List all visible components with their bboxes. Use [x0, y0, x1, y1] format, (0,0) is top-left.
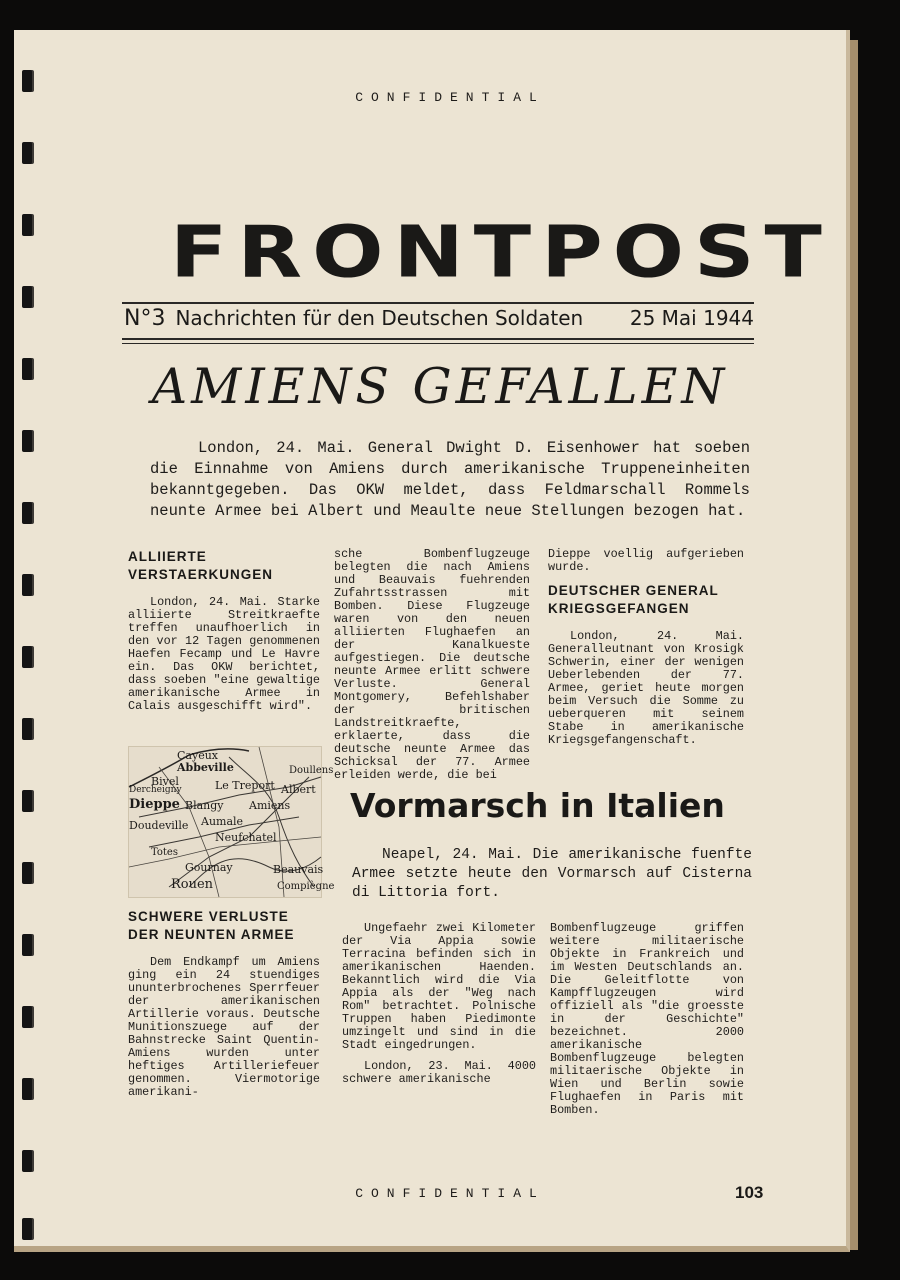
map-label: Dieppe — [129, 797, 180, 812]
binding-ring — [22, 70, 32, 92]
map-label: Abbeville — [177, 761, 234, 774]
map-label: Le Treport — [215, 779, 275, 792]
article-paragraph: London, 24. Mai. Generalleutnant von Krosigk Schwerin, einer der wenigen Ueberlebenden der 77. Armee, geriet heute morgen beim Versuch die Somme zu ueberqueren mit seinem Stabe in amerikanische Kriegsgefangenschaft. — [548, 629, 744, 747]
map-label: Totes — [151, 847, 178, 858]
binding-ring — [22, 862, 32, 884]
binding-ring — [22, 502, 32, 524]
map-label: Doudeville — [129, 819, 189, 832]
masthead-rule-top — [122, 302, 754, 304]
map-label: Cayeux — [177, 749, 218, 762]
masthead-title: FRONTPOST — [170, 210, 832, 294]
masthead-rule-bottom — [122, 338, 754, 340]
masthead-rule-double — [122, 343, 754, 344]
confidential-footer: CONFIDENTIAL — [355, 1186, 545, 1201]
article-paragraph: sche Bombenflugzeuge belegten die nach Amiens und Beauvais fuehrenden Zufahrtsstrassen mit Bomben. Diese Flugzeuge waren von den neuen alliierten Flughaefen an der Kanalkueste aufgestiegen. Die deutsche neunte Armee erlitt schwere Verluste. General Montgomery, Befehlshaber der britischen Landstreitkraefte, erklaerte, dass die deutsche neunte Armee das Schicksal der 77. Armee erleiden werde, die bei — [334, 547, 530, 782]
map-label: Amiens — [249, 799, 291, 812]
section-heading: DEUTSCHER GENERAL KRIEGSGEFANGEN — [548, 583, 719, 616]
column-3 — [548, 548, 744, 755]
map-label: Beauvais — [273, 863, 324, 876]
section-heading: SCHWERE VERLUSTE DER NEUNTEN ARMEE — [128, 909, 295, 942]
article-paragraph: London, 24. Mai. Starke alliierte Streitkraefte treffen unaufhoerlich in den vor 12 Tagen genommenen Haefen Fecamp und Le Havre ein. Das OKW berichtet, dass soeben "eine gewaltige amerikanische Armee in Calais ausgeschifft wird". — [128, 595, 320, 713]
italy-column-1 — [342, 922, 536, 1094]
column-1-top — [128, 540, 320, 721]
italy-lead: Neapel, 24. Mai. Die amerikanische fuenfte Armee setzte heute den Vormarsch auf Cisterna di Littoria fort. — [352, 847, 752, 901]
italy-headline: Vormarsch in Italien — [350, 786, 725, 825]
map-label: Gournay — [185, 861, 233, 874]
column-2 — [334, 548, 530, 790]
italy-column-2 — [550, 922, 744, 1125]
binding-ring — [22, 358, 32, 380]
binding-ring — [22, 718, 32, 740]
article-paragraph: London, 23. Mai. 4000 schwere amerikanische — [342, 1059, 536, 1086]
binding-ring — [22, 1218, 32, 1240]
column-1-bottom — [128, 900, 320, 1107]
article-paragraph: Bombenflugzeuge griffen weitere militaerische Objekte in Frankreich und im Westen Deutschlands an. Die Geleitflotte von Kampfflugzeugen wird offiziell als "die groesste in der Geschichte" bezeichnet. 2000 amerikanische Bombenflugzeuge belegten militaerische Objekte in Wien und Berlin sowie Flughaefen in Paris mit Bomben. — [550, 921, 744, 1117]
binding-ring — [22, 142, 32, 164]
confidential-header: CONFIDENTIAL — [355, 90, 545, 105]
article-paragraph: Dem Endkampf um Amiens ging ein 24 stuendiges ununterbrochenes Sperrfeuer der amerikanischen Artillerie voraus. Deutsche Munitionszuege auf der Bahnstrecke Saint Quentin- Amiens wurden unter heftiges Artilleriefeuer genommen. Viermotorige amerikani- — [128, 955, 320, 1099]
masthead-subheader — [124, 306, 754, 331]
page-number: 103 — [735, 1183, 764, 1202]
masthead-tagline: Nachrichten für den Deutschen Soldaten — [175, 306, 584, 330]
article-paragraph: Dieppe voellig aufgerieben wurde. — [548, 547, 744, 574]
issue-number: N°3 — [124, 306, 166, 331]
map-label: Compiègne — [277, 881, 335, 892]
map-image — [128, 746, 335, 898]
issue-date: 25 Mai 1944 — [629, 306, 754, 330]
binding-ring — [22, 286, 32, 308]
binding-ring — [22, 790, 32, 812]
binding-ring — [22, 574, 32, 596]
map-label: Neufchatel — [215, 831, 277, 844]
map-label: Doullens — [289, 765, 334, 776]
lead-paragraph: London, 24. Mai. General Dwight D. Eisenhower hat soeben die Einnahme von Amiens durch amerikanische Truppeneinheiten bekanntgegeben. Das OKW meldet, dass Feldmarschall Rommels neunte Armee bei Albert und Meaulte neue Stellungen bezogen hat. — [150, 439, 750, 520]
binding-ring — [22, 646, 32, 668]
main-headline: AMIENS GEFALLEN — [151, 358, 729, 415]
section-heading: ALLIIERTE VERSTAERKUNGEN — [128, 549, 274, 582]
map-label: Aumale — [201, 815, 244, 828]
map-label: Dercheigny — [129, 785, 182, 795]
article-paragraph: Ungefaehr zwei Kilometer der Via Appia sowie Terracina befinden sich in amerikanischen Haenden. Bekanntlich wird die Via Appia als der "Weg nach Rom" betrachtet. Polnische Truppen haben Piedimonte umzingelt und sind in die Stadt eingedrungen. — [342, 921, 536, 1052]
page-edge — [850, 40, 858, 1250]
map-label: Blangy — [185, 799, 224, 812]
binding-ring — [22, 934, 32, 956]
spiral-binding — [0, 30, 48, 1252]
binding-ring — [22, 430, 32, 452]
binding-ring — [22, 1006, 32, 1028]
binding-ring — [22, 1150, 32, 1172]
map-label: Albert — [281, 783, 316, 796]
binding-ring — [22, 1078, 32, 1100]
map-label: Bivel — [151, 775, 179, 788]
binding-ring — [22, 214, 32, 236]
map-label: Rouen — [171, 877, 214, 892]
